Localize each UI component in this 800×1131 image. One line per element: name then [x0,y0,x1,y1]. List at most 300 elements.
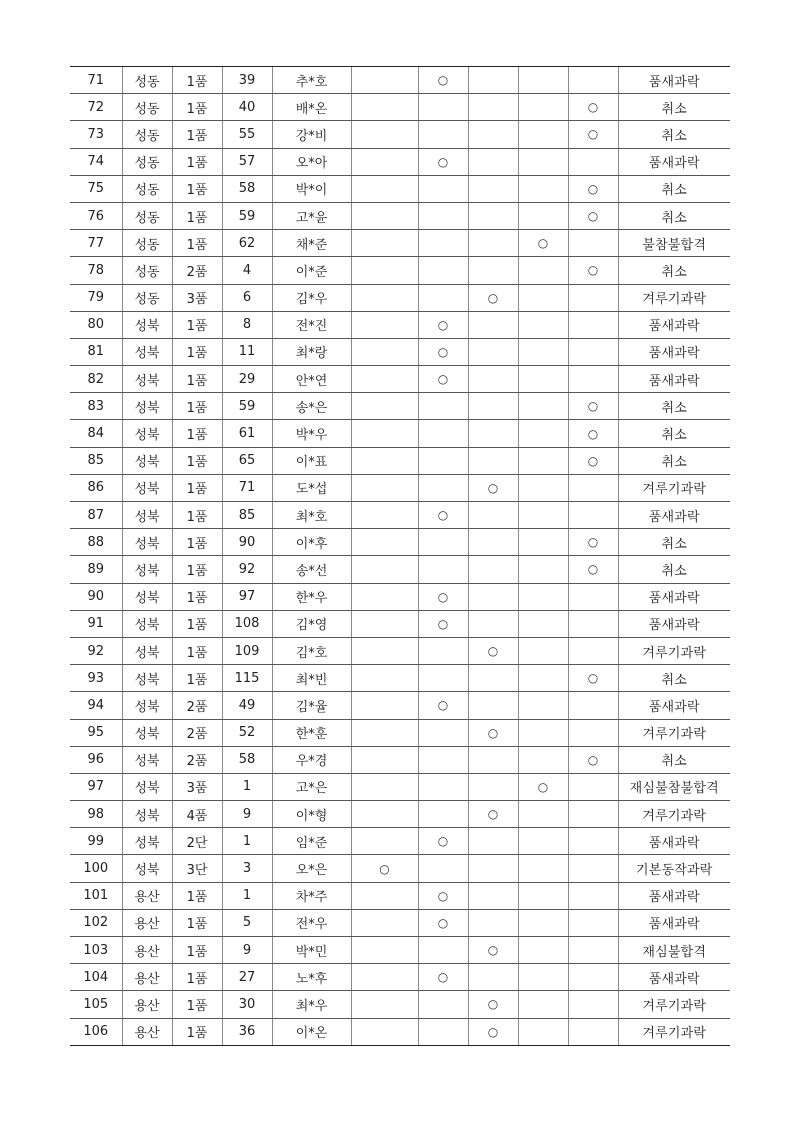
region-cell: 성동 [122,94,172,121]
row-number-cell: 92 [70,637,122,664]
table-row [70,338,730,365]
result-cell: 취소 [618,175,730,202]
mark-cell-2: ○ [418,692,468,719]
grade-cell: 2품 [172,719,222,746]
row-number-cell: 76 [70,202,122,229]
result-cell: 품새과락 [618,311,730,338]
mark-cell-1 [351,67,418,94]
mark-cell-1 [351,447,418,474]
mark-cell-1 [351,230,418,257]
mark-cell-2 [418,746,468,773]
row-number-cell: 91 [70,610,122,637]
table-row [70,937,730,964]
mark-cell-5: ○ [568,121,618,148]
mark-cell-5: ○ [568,447,618,474]
candidate-name-cell: 오*은 [272,855,351,882]
table-row [70,447,730,474]
candidate-name-cell: 고*은 [272,773,351,800]
mark-cell-1 [351,366,418,393]
row-number-cell: 78 [70,257,122,284]
mark-cell-5 [568,882,618,909]
mark-cell-1 [351,94,418,121]
grade-cell: 1품 [172,67,222,94]
mark-cell-3 [468,964,518,991]
mark-cell-4 [518,284,568,311]
table-body [70,67,730,1046]
table-row [70,637,730,664]
mark-cell-4 [518,502,568,529]
mark-cell-2 [418,773,468,800]
result-cell: 취소 [618,257,730,284]
exam-number-cell: 5 [222,909,272,936]
mark-cell-3: ○ [468,474,518,501]
result-cell: 취소 [618,665,730,692]
row-number-cell: 85 [70,447,122,474]
mark-cell-2: ○ [418,610,468,637]
mark-cell-3 [468,366,518,393]
table-row [70,882,730,909]
mark-cell-1 [351,257,418,284]
candidate-name-cell: 최*호 [272,502,351,529]
exam-number-cell: 59 [222,393,272,420]
mark-cell-1 [351,828,418,855]
result-cell: 품새과락 [618,502,730,529]
row-number-cell: 102 [70,909,122,936]
result-cell: 품새과락 [618,583,730,610]
candidate-name-cell: 전*진 [272,311,351,338]
row-number-cell: 83 [70,393,122,420]
table-row [70,773,730,800]
exam-number-cell: 92 [222,556,272,583]
table-row [70,964,730,991]
table-row [70,474,730,501]
region-cell: 성북 [122,420,172,447]
candidate-name-cell: 김*영 [272,610,351,637]
grade-cell: 1품 [172,502,222,529]
grade-cell: 1품 [172,175,222,202]
region-cell: 성동 [122,230,172,257]
candidate-name-cell: 이*표 [272,447,351,474]
mark-cell-2: ○ [418,67,468,94]
mark-cell-4 [518,420,568,447]
region-cell: 용산 [122,1018,172,1045]
mark-cell-3: ○ [468,801,518,828]
row-number-cell: 105 [70,991,122,1018]
exam-number-cell: 57 [222,148,272,175]
row-number-cell: 79 [70,284,122,311]
exam-number-cell: 39 [222,67,272,94]
grade-cell: 1품 [172,338,222,365]
mark-cell-4 [518,148,568,175]
results-table [70,66,730,1046]
region-cell: 용산 [122,991,172,1018]
region-cell: 성북 [122,692,172,719]
mark-cell-5: ○ [568,393,618,420]
mark-cell-2 [418,855,468,882]
mark-cell-1 [351,1018,418,1045]
region-cell: 성북 [122,610,172,637]
mark-cell-3: ○ [468,719,518,746]
candidate-name-cell: 안*연 [272,366,351,393]
mark-cell-4 [518,637,568,664]
row-number-cell: 81 [70,338,122,365]
mark-cell-4 [518,665,568,692]
mark-cell-4 [518,529,568,556]
table-row [70,556,730,583]
result-cell: 겨루기과락 [618,719,730,746]
mark-cell-3: ○ [468,637,518,664]
row-number-cell: 89 [70,556,122,583]
table-row [70,311,730,338]
result-cell: 재심불참불합격 [618,773,730,800]
table-row [70,855,730,882]
result-cell: 품새과락 [618,366,730,393]
region-cell: 성북 [122,447,172,474]
grade-cell: 1품 [172,909,222,936]
candidate-name-cell: 송*선 [272,556,351,583]
mark-cell-1 [351,746,418,773]
exam-number-cell: 59 [222,202,272,229]
mark-cell-3 [468,773,518,800]
grade-cell: 1품 [172,1018,222,1045]
region-cell: 성동 [122,202,172,229]
mark-cell-3 [468,692,518,719]
mark-cell-5: ○ [568,420,618,447]
table-row [70,202,730,229]
mark-cell-1 [351,202,418,229]
region-cell: 성북 [122,746,172,773]
mark-cell-3: ○ [468,991,518,1018]
candidate-name-cell: 박*이 [272,175,351,202]
row-number-cell: 71 [70,67,122,94]
candidate-name-cell: 김*율 [272,692,351,719]
region-cell: 성북 [122,637,172,664]
mark-cell-3 [468,420,518,447]
mark-cell-5: ○ [568,556,618,583]
exam-number-cell: 30 [222,991,272,1018]
mark-cell-5 [568,773,618,800]
mark-cell-5: ○ [568,175,618,202]
region-cell: 성북 [122,393,172,420]
mark-cell-2 [418,637,468,664]
mark-cell-1 [351,121,418,148]
mark-cell-2: ○ [418,828,468,855]
mark-cell-1 [351,175,418,202]
mark-cell-5 [568,1018,618,1045]
mark-cell-3 [468,338,518,365]
region-cell: 성동 [122,284,172,311]
mark-cell-1 [351,719,418,746]
mark-cell-1 [351,502,418,529]
mark-cell-3 [468,556,518,583]
candidate-name-cell: 최*랑 [272,338,351,365]
mark-cell-5 [568,67,618,94]
mark-cell-2 [418,665,468,692]
row-number-cell: 86 [70,474,122,501]
mark-cell-3 [468,94,518,121]
mark-cell-2: ○ [418,583,468,610]
mark-cell-2 [418,257,468,284]
mark-cell-5 [568,719,618,746]
mark-cell-5: ○ [568,257,618,284]
mark-cell-1 [351,583,418,610]
exam-number-cell: 58 [222,746,272,773]
grade-cell: 1품 [172,311,222,338]
mark-cell-5 [568,311,618,338]
mark-cell-4: ○ [518,230,568,257]
exam-number-cell: 65 [222,447,272,474]
exam-number-cell: 1 [222,828,272,855]
exam-number-cell: 97 [222,583,272,610]
mark-cell-2 [418,719,468,746]
table-row [70,94,730,121]
grade-cell: 3품 [172,284,222,311]
result-cell: 취소 [618,420,730,447]
grade-cell: 1품 [172,121,222,148]
candidate-name-cell: 한*훈 [272,719,351,746]
region-cell: 성북 [122,801,172,828]
mark-cell-1: ○ [351,855,418,882]
result-cell: 기본동작과락 [618,855,730,882]
table-row [70,1018,730,1045]
table-row [70,746,730,773]
mark-cell-4 [518,257,568,284]
mark-cell-5 [568,366,618,393]
table-row [70,175,730,202]
mark-cell-2 [418,447,468,474]
mark-cell-2: ○ [418,502,468,529]
mark-cell-4 [518,338,568,365]
table-row [70,148,730,175]
mark-cell-2: ○ [418,909,468,936]
table-row [70,502,730,529]
mark-cell-4 [518,828,568,855]
row-number-cell: 84 [70,420,122,447]
grade-cell: 1품 [172,665,222,692]
region-cell: 용산 [122,937,172,964]
mark-cell-1 [351,692,418,719]
mark-cell-1 [351,801,418,828]
exam-number-cell: 4 [222,257,272,284]
result-cell: 품새과락 [618,67,730,94]
grade-cell: 1품 [172,94,222,121]
mark-cell-1 [351,311,418,338]
grade-cell: 4품 [172,801,222,828]
mark-cell-4 [518,692,568,719]
mark-cell-4 [518,474,568,501]
mark-cell-1 [351,148,418,175]
candidate-name-cell: 임*준 [272,828,351,855]
result-cell: 겨루기과락 [618,991,730,1018]
row-number-cell: 74 [70,148,122,175]
region-cell: 성북 [122,828,172,855]
candidate-name-cell: 전*우 [272,909,351,936]
mark-cell-3 [468,447,518,474]
mark-cell-5 [568,610,618,637]
mark-cell-1 [351,556,418,583]
mark-cell-3 [468,828,518,855]
result-cell: 품새과락 [618,909,730,936]
mark-cell-5 [568,474,618,501]
row-number-cell: 101 [70,882,122,909]
exam-number-cell: 109 [222,637,272,664]
candidate-name-cell: 배*온 [272,94,351,121]
mark-cell-2 [418,393,468,420]
mark-cell-3 [468,393,518,420]
region-cell: 용산 [122,882,172,909]
result-cell: 취소 [618,393,730,420]
grade-cell: 1품 [172,230,222,257]
mark-cell-3 [468,121,518,148]
mark-cell-4 [518,937,568,964]
table-row [70,67,730,94]
mark-cell-3 [468,230,518,257]
mark-cell-1 [351,665,418,692]
grade-cell: 2품 [172,692,222,719]
region-cell: 성북 [122,474,172,501]
candidate-name-cell: 우*경 [272,746,351,773]
mark-cell-2 [418,121,468,148]
mark-cell-4 [518,746,568,773]
region-cell: 성북 [122,855,172,882]
mark-cell-4 [518,909,568,936]
row-number-cell: 82 [70,366,122,393]
result-cell: 품새과락 [618,692,730,719]
mark-cell-4 [518,610,568,637]
region-cell: 성동 [122,257,172,284]
mark-cell-3: ○ [468,284,518,311]
mark-cell-2 [418,474,468,501]
row-number-cell: 93 [70,665,122,692]
table-row [70,828,730,855]
grade-cell: 1품 [172,937,222,964]
mark-cell-4 [518,67,568,94]
mark-cell-3 [468,855,518,882]
row-number-cell: 97 [70,773,122,800]
mark-cell-1 [351,610,418,637]
grade-cell: 1품 [172,366,222,393]
mark-cell-1 [351,909,418,936]
row-number-cell: 104 [70,964,122,991]
mark-cell-5: ○ [568,529,618,556]
grade-cell: 1품 [172,474,222,501]
grade-cell: 1품 [172,610,222,637]
table-row [70,991,730,1018]
table-row [70,366,730,393]
mark-cell-2: ○ [418,366,468,393]
mark-cell-3 [468,502,518,529]
candidate-name-cell: 최*우 [272,991,351,1018]
mark-cell-4 [518,202,568,229]
row-number-cell: 106 [70,1018,122,1045]
result-cell: 취소 [618,94,730,121]
region-cell: 성북 [122,311,172,338]
candidate-name-cell: 차*주 [272,882,351,909]
mark-cell-5 [568,148,618,175]
table-row [70,420,730,447]
candidate-name-cell: 박*민 [272,937,351,964]
mark-cell-4 [518,393,568,420]
candidate-name-cell: 노*후 [272,964,351,991]
exam-number-cell: 108 [222,610,272,637]
exam-number-cell: 11 [222,338,272,365]
exam-number-cell: 1 [222,882,272,909]
result-cell: 겨루기과락 [618,284,730,311]
table-row [70,121,730,148]
candidate-name-cell: 이*준 [272,257,351,284]
mark-cell-5: ○ [568,202,618,229]
mark-cell-1 [351,964,418,991]
exam-number-cell: 62 [222,230,272,257]
region-cell: 성동 [122,67,172,94]
region-cell: 성북 [122,338,172,365]
result-cell: 품새과락 [618,338,730,365]
result-cell: 겨루기과락 [618,1018,730,1045]
row-number-cell: 75 [70,175,122,202]
mark-cell-4 [518,801,568,828]
mark-cell-5 [568,828,618,855]
grade-cell: 1품 [172,420,222,447]
row-number-cell: 96 [70,746,122,773]
region-cell: 성동 [122,148,172,175]
row-number-cell: 80 [70,311,122,338]
mark-cell-3 [468,882,518,909]
exam-number-cell: 9 [222,937,272,964]
row-number-cell: 103 [70,937,122,964]
grade-cell: 1품 [172,529,222,556]
mark-cell-4 [518,175,568,202]
exam-number-cell: 85 [222,502,272,529]
candidate-name-cell: 이*후 [272,529,351,556]
region-cell: 용산 [122,909,172,936]
mark-cell-5 [568,991,618,1018]
exam-number-cell: 58 [222,175,272,202]
mark-cell-2 [418,420,468,447]
mark-cell-2 [418,284,468,311]
mark-cell-3 [468,148,518,175]
grade-cell: 1품 [172,148,222,175]
mark-cell-2 [418,556,468,583]
result-cell: 재심불합격 [618,937,730,964]
mark-cell-3: ○ [468,1018,518,1045]
exam-number-cell: 1 [222,773,272,800]
row-number-cell: 99 [70,828,122,855]
mark-cell-5 [568,338,618,365]
mark-cell-5: ○ [568,665,618,692]
candidate-name-cell: 이*온 [272,1018,351,1045]
region-cell: 용산 [122,964,172,991]
table-row [70,909,730,936]
mark-cell-4 [518,121,568,148]
grade-cell: 2품 [172,746,222,773]
mark-cell-2 [418,801,468,828]
grade-cell: 1품 [172,882,222,909]
candidate-name-cell: 추*호 [272,67,351,94]
mark-cell-2: ○ [418,148,468,175]
grade-cell: 2품 [172,257,222,284]
result-cell: 겨루기과락 [618,801,730,828]
exam-number-cell: 115 [222,665,272,692]
mark-cell-4 [518,447,568,474]
table-row [70,393,730,420]
mark-cell-2 [418,230,468,257]
mark-cell-1 [351,284,418,311]
table-row [70,610,730,637]
row-number-cell: 100 [70,855,122,882]
exam-number-cell: 71 [222,474,272,501]
row-number-cell: 73 [70,121,122,148]
mark-cell-5 [568,909,618,936]
